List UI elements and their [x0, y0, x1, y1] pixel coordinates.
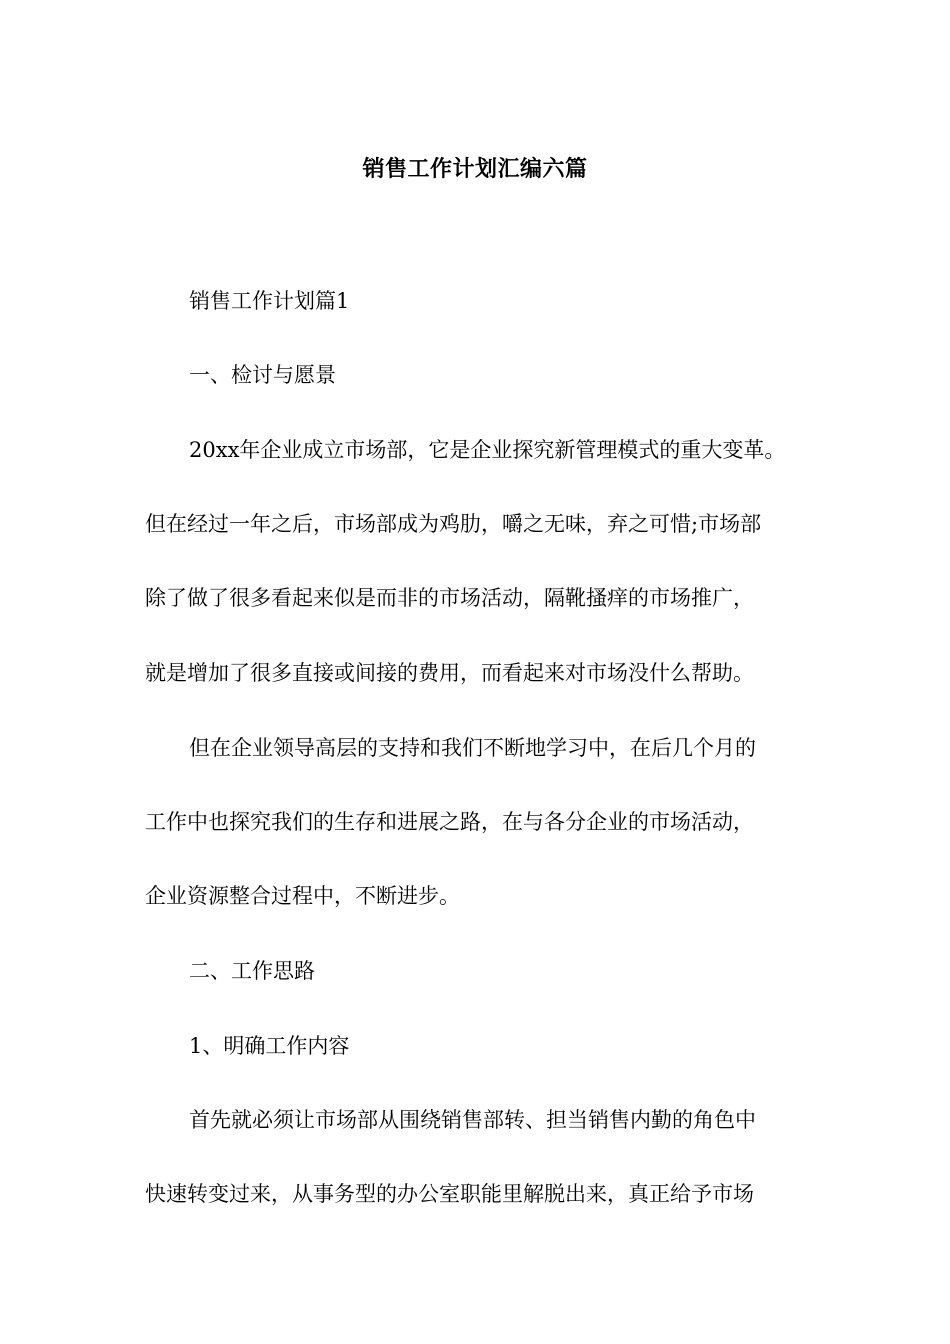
paragraph-line: 工作中也探究我们的生存和进展之路，在与各分企业的市场活动，: [145, 810, 754, 834]
document-title: 销售工作计划汇编六篇: [362, 157, 588, 182]
paragraph-line: 快速转变过来，从事务型的办公室职能里解脱出来，真正给予市场: [145, 1182, 754, 1206]
paragraph-line: 20xx年企业成立市场部，它是企业探究新管理模式的重大变革。: [189, 438, 786, 462]
paragraph-line: 但在企业领导高层的支持和我们不断地学习中，在后几个月的: [189, 736, 756, 760]
subsection-heading: 二、工作思路: [189, 959, 315, 983]
subsection-heading: 一、检讨与愿景: [189, 363, 336, 387]
paragraph-line: 首先就必须让市场部从围绕销售部转、担当销售内勤的角色中: [189, 1108, 756, 1132]
paragraph-line: 除了做了很多看起来似是而非的市场活动，隔靴搔痒的市场推广，: [145, 586, 754, 610]
section-heading: 销售工作计划篇1: [189, 289, 350, 313]
paragraph-line: 但在经过一年之后，市场部成为鸡肋，嚼之无味，弃之可惜;市场部: [145, 512, 762, 536]
paragraph-line: 企业资源整合过程中，不断进步。: [145, 884, 460, 908]
subsection-heading: 1、明确工作内容: [189, 1034, 350, 1058]
paragraph-line: 就是增加了很多直接或间接的费用，而看起来对市场没什么帮助。: [145, 661, 754, 685]
